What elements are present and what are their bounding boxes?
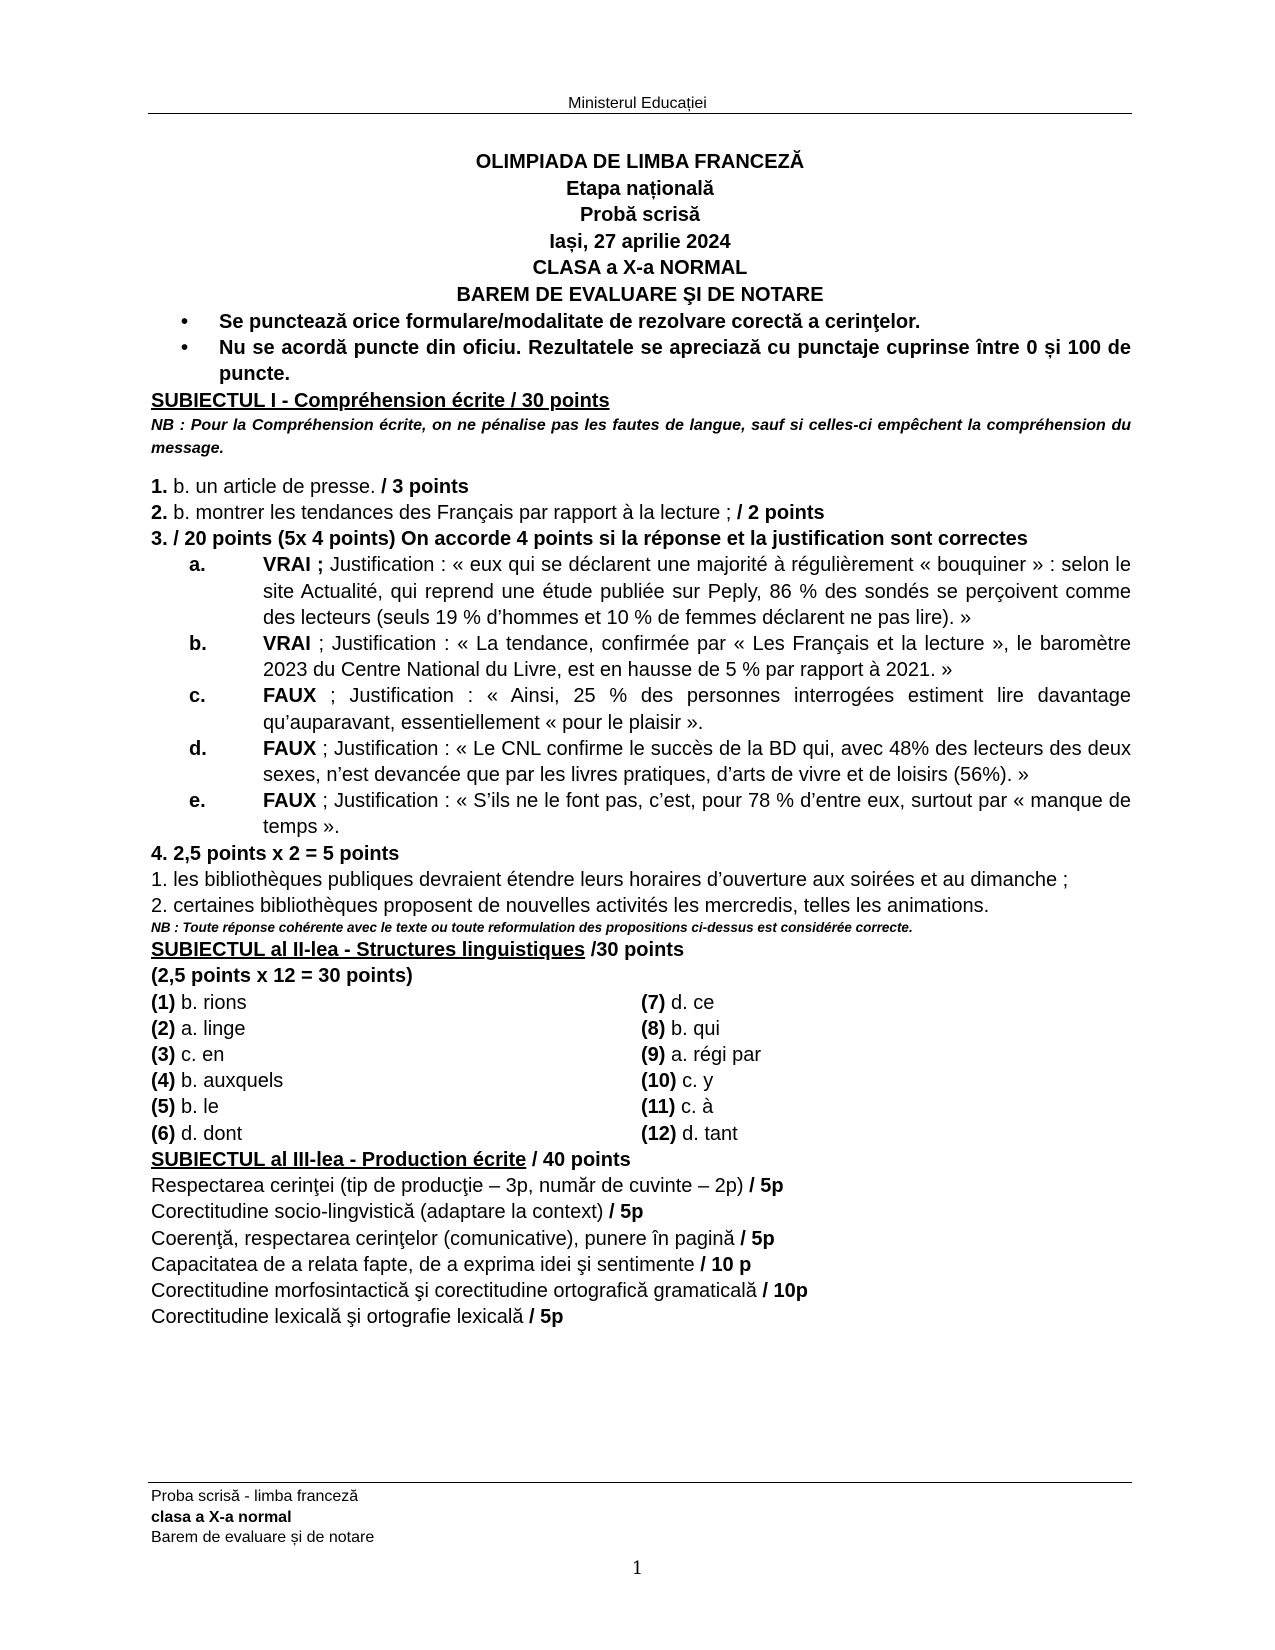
answer-key-item: (2) a. linge [151,1017,246,1040]
answer-key-item: (9) a. régi par [641,1044,762,1067]
question-4-item: 1. les bibliothèques publiques devraient étendre leurs horaires d’ouverture aux soirées et au dimanche ; [151,868,1069,891]
section1-heading: SUBIECTUL I - Compréhension écrite / 30 points [151,389,610,412]
criterion-row: Corectitudine socio-lingvistică (adaptare la context) / 5p [151,1201,644,1224]
answer-key-item: (10) c. y [641,1070,714,1093]
section2-scoring: (2,5 points x 12 = 30 points) [151,965,413,988]
class-label: CLASA a X-a NORMAL [532,257,748,279]
rule-bullet: • Se punctează orice formulare/modalitate de rezolvare corectă a cerinţelor. [151,309,1131,335]
footer [151,1487,374,1549]
answer-key-columns [151,990,1131,1147]
question-4-heading: 4. 2,5 points x 2 = 5 points [151,842,400,865]
page-number: 1 [631,1558,644,1579]
answer-item: c. FAUX ; Justification : « Ainsi, 25 % des personnes interrogées estiment lire davantage qu’auparavant, essentiellement « pour le plaisir ». [189,685,1131,734]
exam-date: Iași, 27 aprilie 2024 [549,230,731,253]
header-rule [148,113,1132,114]
answer-key-item: (5) b. le [151,1096,219,1119]
scoring-title: BAREM DE EVALUARE ŞI DE NOTARE [456,283,824,306]
question-4-item: 2. certaines bibliothèques proposent de nouvelles activités les mercredis, telles les animations. [151,895,990,918]
question-3-heading: 3. / 20 points (5x 4 points) On accorde 4 points si la réponse et la justification sont correctes [151,528,1028,551]
bullet-dot: • [181,337,189,360]
section3-heading: SUBIECTUL al III-lea - Production écrite / 40 points [151,1148,631,1171]
answer-item: e. FAUX ; Justification : « S’ils ne le font pas, c’est, pour 78 % d’entre eux, surtout par « manque de temps ». [189,790,1131,839]
footer-class: clasa a X-a normal [151,1508,292,1526]
bullet-dot: • [181,311,189,333]
question-1: 1. b. un article de presse. / 3 points [151,475,469,498]
footer-doc-type: Barem de evaluare și de notare [151,1529,375,1546]
olympiad-title: OLIMPIADA DE LIMBA FRANCEZĂ [475,151,805,173]
answer-key-item: (8) b. qui [641,1017,720,1040]
stage-title: Etapa națională [566,177,714,200]
criterion-row: Respectarea cerinţei (tip de producţie – 3p, număr de cuvinte – 2p) / 5p [151,1175,784,1198]
criterion-row: Capacitatea de a relata fapte, de a exprima idei şi sentimente / 10 p [151,1253,752,1276]
ministry-header: Ministerul Educației [568,95,707,112]
question-4-nb: NB : Toute réponse cohérente avec le texte ou toute reformulation des propositions ci-dessus est considérée correcte. [151,920,913,936]
main-content [151,309,1131,1330]
answer-item: b. VRAI ; Justification : « La tendance, confirmée par « Les Français et la lecture », le baromètre 2023 du Centre National du Livre, est en hausse de 5 % par rapport à 2021. » [189,633,1131,682]
exam-type: Probă scrisă [579,204,701,226]
answer-key-right [641,990,1131,1147]
section1-nb: NB : Pour la Compréhension écrite, on ne pénalise pas les fautes de langue, sauf si celles-ci empêchent la compréhension du message. [151,416,1131,457]
title-block [148,149,1132,308]
section2-heading: SUBIECTUL al II-lea - Structures linguistiques /30 points [151,939,685,962]
question-2: 2. b. montrer les tendances des Français par rapport à la lecture ; / 2 points [151,502,825,525]
criterion-row: Corectitudine morfosintactică şi corectitudine ortografică gramaticală / 10p [151,1279,808,1302]
answer-key-item: (4) b. auxquels [151,1070,284,1093]
answer-key-item: (3) c. en [151,1044,225,1067]
answer-key-item: (7) d. ce [641,991,715,1014]
answer-key-item: (1) b. rions [151,991,247,1014]
answer-item: a. VRAI ; Justification : « eux qui se déclarent une majorité à régulièrement « bouquiner » : selon le site Actualité, qui reprend une étude publiée sur Peply, 86 % des sondés se perçoivent comme des lecteurs (seuls 19 % d’hommes et 10 % de femmes déclarent ne pas lire). » [189,554,1132,629]
footer-subject: Proba scrisă - limba franceză [151,1488,359,1505]
criterion-row: Coerenţă, respectarea cerinţelor (comunicative), punere în pagină / 5p [151,1227,775,1250]
rule-bullet: • Nu se acordă puncte din oficiu. Rezultatele se apreciază cu punctaje cuprinse între 0 și 100 de puncte. [151,335,1131,387]
answer-item: d. FAUX ; Justification : « Le CNL confirme le succès de la BD qui, avec 48% des lecteurs des deux sexes, n’est devancée que par les livres pratiques, d’arts de vivre et de loisirs (56%). » [189,737,1131,787]
answer-key-item: (6) d. dont [151,1122,243,1145]
criterion-row: Corectitudine lexicală şi ortografie lexicală / 5p [151,1306,564,1329]
answer-key-item: (11) c. à [641,1096,714,1119]
answer-key-left [151,990,641,1147]
footer-rule [148,1482,1132,1483]
answer-key-item: (12) d. tant [641,1122,738,1145]
